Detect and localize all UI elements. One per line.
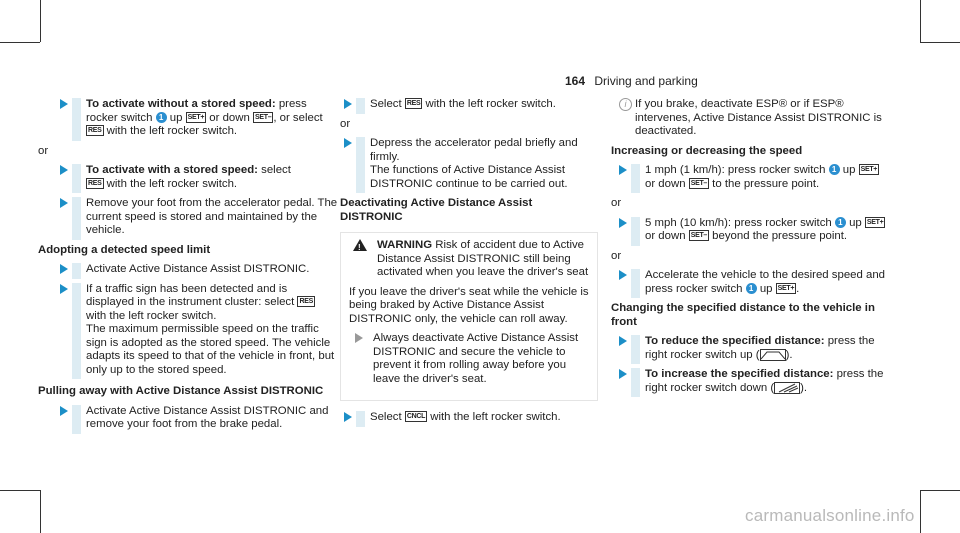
step: To increase the specified distance: press the right rocker switch down ( ). [597, 368, 887, 395]
section-heading: Pulling away with Active Distance Assist DISTRONIC [38, 385, 324, 397]
callout-badge: 1 [156, 112, 167, 123]
step-arrow-icon [60, 198, 68, 208]
or-text: or [340, 117, 351, 130]
step-arrow-icon [619, 218, 627, 228]
step-bar [72, 263, 81, 279]
warning-box: ! WARNING Risk of accident due to Active Distance Assist DISTRONIC still being activated when you leave the driver's seat If you leave the driver's seat while the vehicle is being braked by Active Distance Assist DISTRONIC only, the vehicle can roll away. Always deactivate Active Distance Assist DISTRONIC and secure the vehicle to prevent it from rolling away before you leave the driver's seat. [340, 232, 598, 401]
step: To activate without a stored speed: press rocker switch 1 up SET+ or down SET– , or select RES with the left rocker switch. [38, 98, 338, 139]
step: Depress the accelerator pedal briefly and firmly. The functions of Active Distance Assist DISTRONIC continue to be carried out. [322, 137, 598, 191]
step: Select RES with the left rocker switch. [322, 98, 598, 112]
step-arrow-icon [344, 99, 352, 109]
section-heading: Increasing or decreasing the speed [611, 144, 803, 157]
step-arrow-icon [355, 333, 363, 343]
set-down-key-icon: SET– [255, 113, 272, 121]
crop-mark [920, 42, 960, 43]
set-up-key-icon: SET+ [866, 218, 884, 226]
step-bar [72, 283, 81, 380]
set-up-key-icon: SET+ [777, 284, 795, 292]
step: Always deactivate Active Distance Assist DISTRONIC and secure the vehicle to prevent it from rolling away before you leave the driver's seat. [349, 332, 589, 386]
res-key-icon: RES [406, 100, 421, 108]
res-key-icon: RES [299, 298, 313, 306]
step-arrow-icon [60, 165, 68, 175]
warning-triangle-icon [353, 239, 367, 251]
callout-badge: 1 [835, 217, 846, 228]
res-key-icon: RES [88, 179, 102, 187]
step-title: To increase the specified distance: [645, 368, 834, 381]
step: Activate Active Distance Assist DISTRONIC. [38, 263, 338, 277]
watermark: carmanualsonline.info [745, 506, 915, 525]
step: Select CNCL with the left rocker switch. [322, 411, 598, 425]
step-arrow-icon [344, 138, 352, 148]
callout-badge: 1 [829, 164, 840, 175]
step-title: To activate without a stored speed: [86, 98, 276, 110]
warning-title: WARNING [377, 239, 433, 251]
step: Activate Active Distance Assist DISTRONIC and remove your foot from the brake pedal. [38, 405, 338, 432]
step: If a traffic sign has been detected and is displayed in the instrument cluster: select RES with the left rocker switch. The maximum permissible speed on the traffic sign is adopted as the stored speed. The vehicle adapts its speed to that of the vehicle in front, but only up to the stored speed. [38, 283, 338, 378]
step-bar [356, 411, 365, 427]
page-header [565, 74, 698, 88]
page-number: 164 [565, 74, 586, 88]
set-down-key-icon: SET– [690, 232, 708, 240]
step-title: To reduce the specified distance: [645, 335, 825, 347]
set-down-key-icon: SET– [690, 179, 708, 187]
step-bar [631, 368, 640, 397]
crop-mark [0, 490, 40, 491]
res-key-icon: RES [88, 127, 102, 135]
step-bar [356, 98, 365, 114]
step-arrow-icon [60, 284, 68, 294]
step-bar [631, 269, 640, 298]
crop-mark [40, 490, 41, 533]
set-up-key-icon: SET+ [860, 166, 878, 174]
step-arrow-icon [619, 369, 627, 379]
step-bar [72, 197, 81, 240]
or-text: or [611, 249, 622, 262]
step-arrow-icon [619, 165, 627, 175]
step-bar [631, 217, 640, 246]
info-note: i If you brake, deactivate ESP® or if ESP® intervenes, Active Distance Assist DISTRONIC is deactivated. [597, 98, 887, 139]
section-heading: Changing the specified distance to the vehicle in front [611, 302, 875, 328]
step: Accelerate the vehicle to the desired speed and press rocker switch 1 up SET+ . [597, 269, 887, 296]
step: To activate with a stored speed: select RES with the left rocker switch. [38, 164, 338, 191]
crop-mark [920, 0, 921, 42]
step-bar [631, 335, 640, 364]
column-3 [597, 98, 887, 401]
step-arrow-icon [60, 406, 68, 416]
section-heading: Deactivating Active Distance Assist DISTRONIC [340, 197, 533, 223]
step-bar [356, 137, 365, 193]
step-title: To activate with a stored speed: [86, 164, 258, 176]
column-1 [38, 98, 338, 438]
column-2 [322, 98, 598, 431]
warning-body: If you leave the driver's seat while the vehicle is being braked by Active Distance Assist DISTRONIC only, the vehicle can roll away. [349, 285, 589, 325]
step-arrow-icon [344, 412, 352, 422]
step-bar [72, 98, 81, 141]
step: To reduce the specified distance: press the right rocker switch up ( ). [597, 335, 887, 362]
step: 1 mph (1 km/h): press rocker switch 1 up SET+ or down SET– to the pressure point. [597, 164, 887, 191]
step-arrow-icon [60, 99, 68, 109]
step-bar [72, 164, 81, 193]
or-text: or [38, 144, 49, 157]
or-text: or [611, 197, 622, 209]
step-arrow-icon [619, 336, 627, 346]
set-up-key-icon: SET+ [187, 113, 205, 121]
step: 5 mph (10 km/h): press rocker switch 1 up SET+ or down SET– beyond the pressure point. [597, 217, 887, 244]
section-title: Driving and parking [594, 74, 698, 88]
step: Remove your foot from the accelerator pedal. The current speed is stored and maintained by the vehicle. [38, 197, 338, 238]
step-bar [631, 164, 640, 193]
crop-mark [920, 490, 960, 491]
step-arrow-icon [619, 270, 627, 280]
crop-mark [0, 42, 40, 43]
distance-reduce-icon [760, 349, 786, 361]
section-heading: Adopting a detected speed limit [38, 243, 211, 256]
step-bar [72, 405, 81, 434]
crop-mark [40, 0, 41, 42]
cncl-key-icon: CNCL [406, 413, 426, 421]
crop-mark [920, 490, 921, 533]
info-icon: i [619, 98, 632, 111]
distance-increase-icon [774, 382, 800, 394]
step-arrow-icon [60, 264, 68, 274]
callout-badge: 1 [746, 283, 757, 294]
